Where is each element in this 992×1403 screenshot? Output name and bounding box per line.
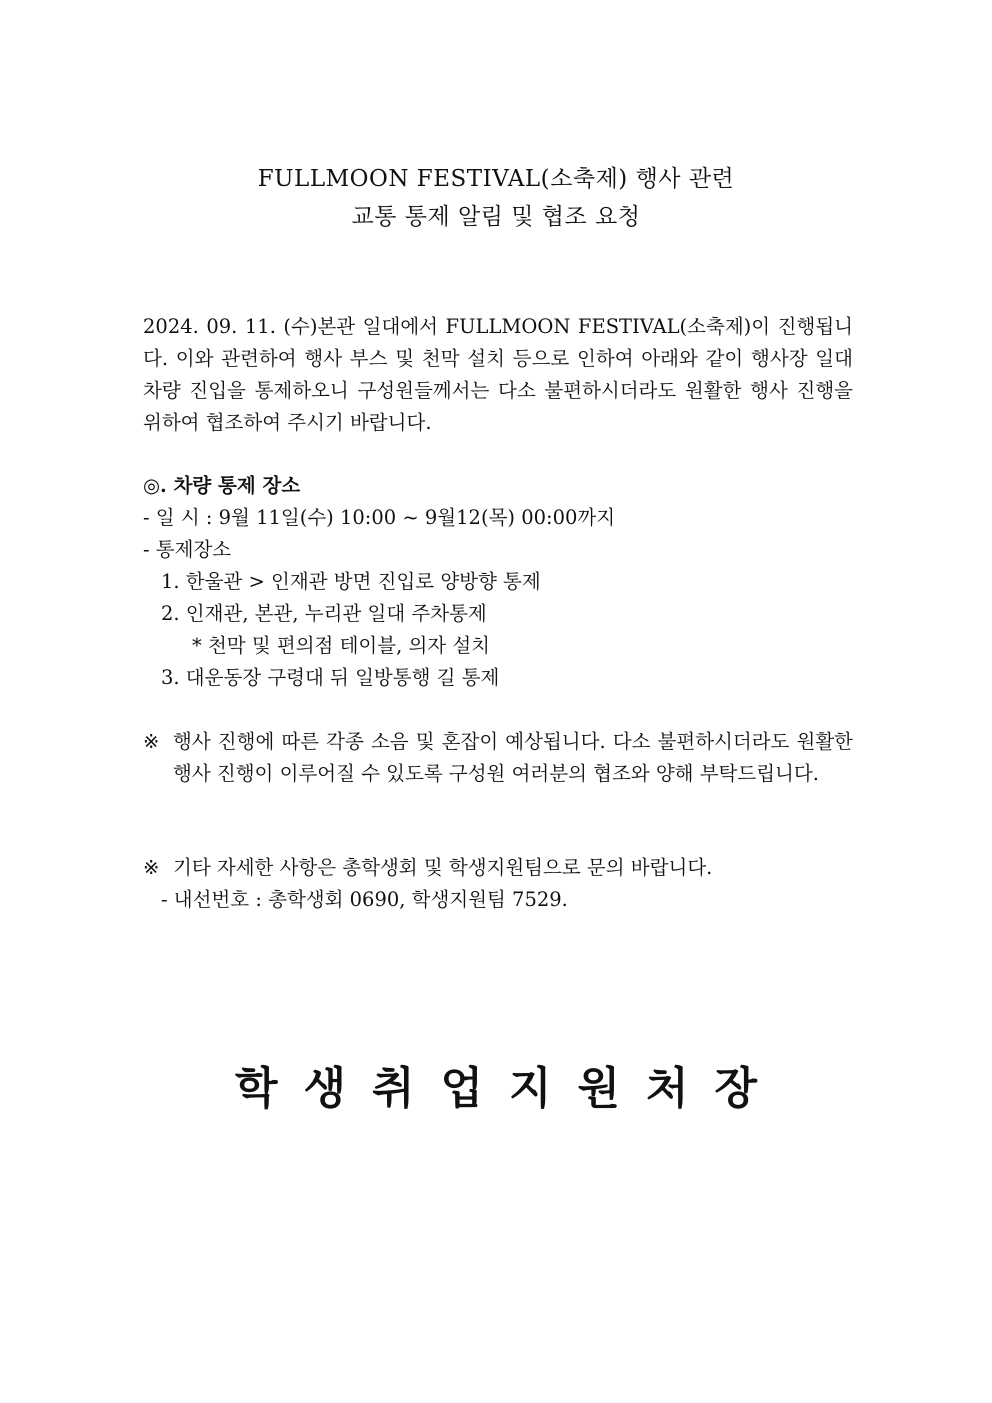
notice-2 (143, 852, 853, 916)
issuer-signature: 학생취업지원처장 (234, 1063, 784, 1114)
place-sub-note: * 천막 및 편의점 테이블, 의자 설치 (192, 634, 491, 657)
intro-paragraph: 2024. 09. 11. (수)본관 일대에서 FULLMOON FESTIVAL(소축제)이 진행됩니다. 이와 관련하여 행사 부스 및 천막 설치 등으로 인하여 아래와 같이 행사장 일대 차량 진입을 통제하오니 구성원들께서는 다소 불편하시더라도 원활한 행사 진행을 위하여 협조하여 주시기 바랍니다. (143, 315, 853, 434)
place-item-2: 2. 인재관, 본관, 누리관 일대 주차통제 (161, 602, 487, 625)
notice-1 (143, 726, 853, 790)
title-line-2: 교통 통제 알림 및 협조 요청 (351, 204, 641, 230)
reference-mark: ※ (143, 730, 160, 753)
notice-2-text: 기타 자세한 사항은 총학생회 및 학생지원팀으로 문의 바랍니다. (173, 856, 713, 879)
contact-extensions: - 내선번호 : 총학생회 0690, 학생지원팀 7529. (161, 888, 568, 911)
schedule-line: - 일 시 : 9월 11일(수) 10:00 ~ 9월12(목) 00:00까지 (143, 506, 616, 529)
places-label: - 통제장소 (143, 538, 232, 561)
place-item-3: 3. 대운동장 구령대 뒤 일방통행 길 통제 (161, 666, 500, 689)
section-heading: ◎. 차량 통제 장소 (143, 474, 301, 497)
document-title (0, 160, 992, 236)
reference-mark: ※ (143, 856, 160, 879)
notice-1-text: 행사 진행에 따른 각종 소음 및 혼잡이 예상됩니다. 다소 불편하시더라도 원활한 행사 진행이 이루어질 수 있도록 구성원 여러분의 협조와 양해 부탁드립니다. (173, 730, 853, 785)
title-line-1: FULLMOON FESTIVAL(소축제) 행사 관련 (257, 166, 735, 192)
traffic-control-section (143, 470, 853, 694)
place-item-1: 1. 한울관 > 인재관 방면 진입로 양방향 통제 (161, 570, 541, 593)
